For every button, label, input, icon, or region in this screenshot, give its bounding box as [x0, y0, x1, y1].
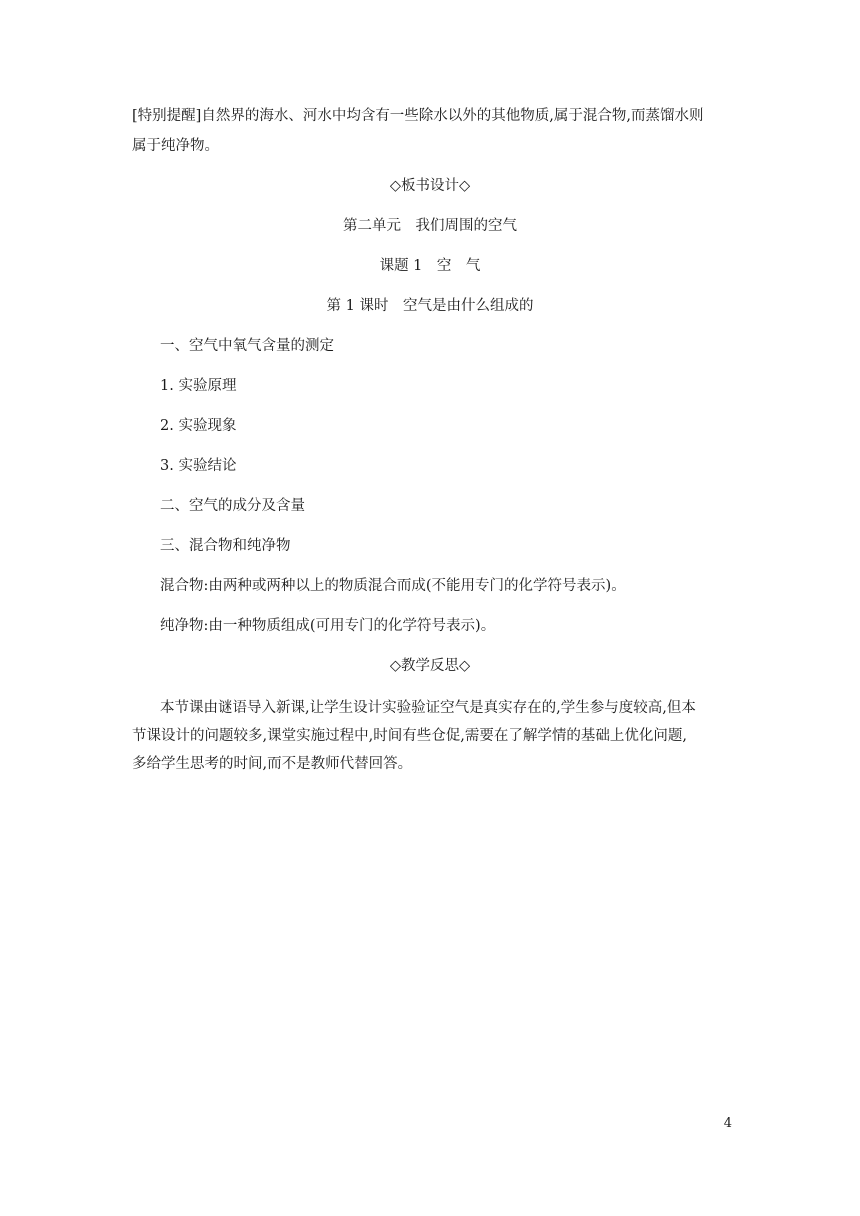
outline-item: 3. 实验结论: [160, 458, 237, 474]
lesson-title: 第 1 课时 空气是由什么组成的: [326, 298, 534, 314]
outline-item: 1. 实验原理: [160, 378, 237, 394]
definition-mixture: 混合物:由两种或两种以上的物质混合而成(不能用专门的化学符号表示)。: [160, 578, 626, 594]
topic-title: 课题 1 空 气: [379, 258, 481, 274]
outline-item: 2. 实验现象: [160, 418, 237, 434]
reflection-heading: ◇教学反思◇: [389, 658, 471, 674]
reflection-line-1: 本节课由谜语导入新课,让学生设计实验验证空气是真实存在的,学生参与度较高,但本: [160, 700, 696, 716]
page-number: 4: [723, 1116, 732, 1131]
definition-pure-substance: 纯净物:由一种物质组成(可用专门的化学符号表示)。: [160, 618, 496, 634]
outline-item: 三、混合物和纯净物: [160, 538, 291, 554]
board-design-heading: ◇板书设计◇: [389, 178, 471, 194]
outline-item: 二、空气的成分及含量: [160, 498, 305, 514]
tip-line-2: 属于纯净物。: [132, 138, 219, 154]
unit-title: 第二单元 我们周围的空气: [343, 218, 517, 234]
tip-line-1: [特别提醒]自然界的海水、河水中均含有一些除水以外的其他物质,属于混合物,而蒸馏水则: [132, 108, 704, 124]
reflection-line-3: 多给学生思考的时间,而不是教师代替回答。: [132, 756, 413, 772]
outline-item: 一、空气中氧气含量的测定: [160, 338, 334, 354]
reflection-line-2: 节课设计的问题较多,课堂实施过程中,时间有些仓促,需要在了解学情的基础上优化问题,: [132, 728, 687, 744]
